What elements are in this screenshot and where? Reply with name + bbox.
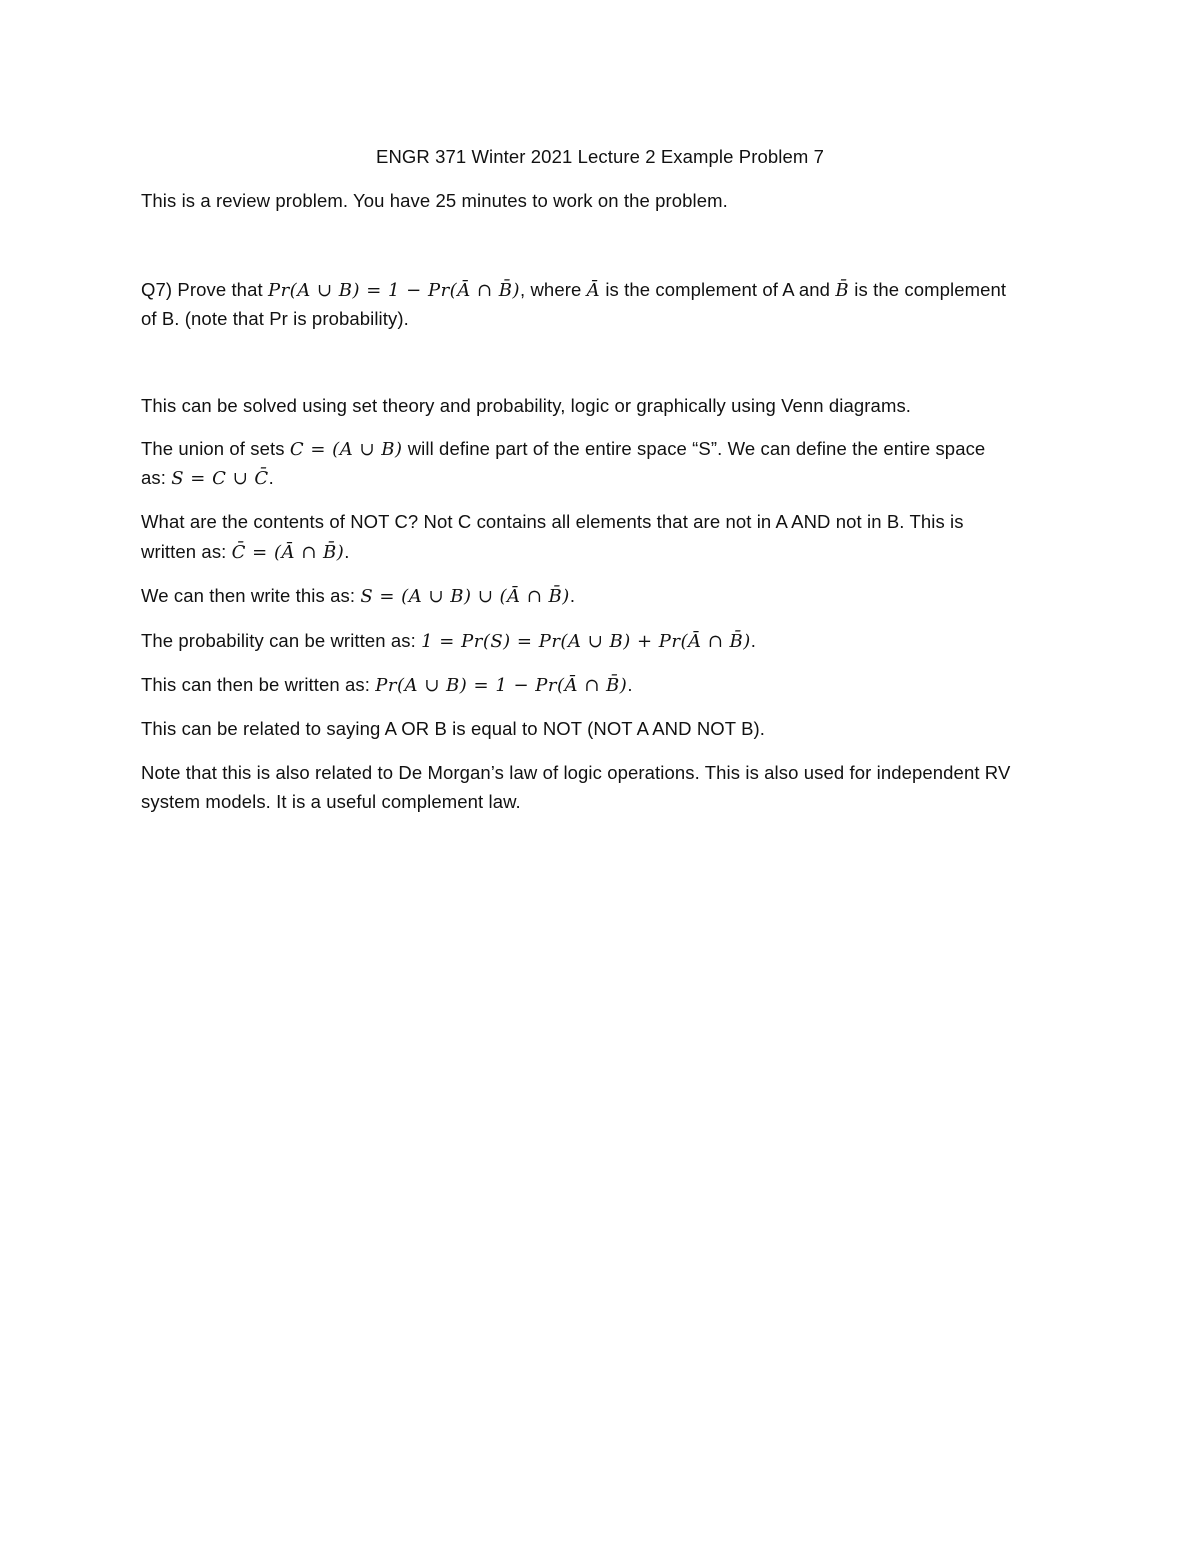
question-line-1 — [141, 279, 1006, 302]
text-span: as: — [141, 467, 172, 488]
page-title: ENGR 371 Winter 2021 Lecture 2 Example Problem 7 — [376, 146, 824, 167]
solution-paragraph-6 — [141, 674, 633, 697]
question-formula: Pr(A ∪ B) = 1 − Pr(Ā ∩ B̄) — [267, 280, 520, 301]
question-label: Q7) Prove that — [141, 279, 268, 300]
space-formula: S = C ∪ C̄ — [171, 468, 269, 489]
complement-formula: C̄ = (Ā ∩ B̄) — [231, 542, 345, 563]
intro-text: This is a review problem. You have 25 minutes to work on the problem. — [141, 190, 728, 211]
question-text-3: is the complement — [849, 279, 1007, 300]
text-span: The union of sets — [141, 438, 290, 459]
solution-paragraph-8-line-1: Note that this is also related to De Morgan’s law of logic operations. This is also used for independent RV — [141, 762, 1011, 783]
solution-paragraph-8-line-2: system models. It is a useful complement law. — [141, 791, 521, 812]
solution-paragraph-1: This can be solved using set theory and probability, logic or graphically using Venn diagrams. — [141, 395, 912, 416]
solution-paragraph-3-line-1: What are the contents of NOT C? Not C contains all elements that are not in A AND not in B. This is — [141, 511, 964, 532]
solution-paragraph-3-line-2 — [141, 541, 350, 564]
text-span: The probability can be written as: — [141, 630, 422, 651]
space-union-formula: S = (A ∪ B) ∪ (Ā ∩ B̄) — [360, 586, 570, 607]
question-text-1: , where — [519, 279, 587, 300]
text-span: will define part of the entire space “S”. We can define the entire space — [402, 438, 986, 459]
solution-paragraph-4 — [141, 585, 575, 608]
text-span: written as: — [141, 541, 232, 562]
solution-paragraph-7: This can be related to saying A OR B is equal to NOT (NOT A AND NOT B). — [141, 718, 766, 739]
solution-paragraph-5 — [141, 630, 756, 653]
question-line-2: of B. (note that Pr is probability). — [141, 308, 409, 329]
probability-formula: 1 = Pr(S) = Pr(A ∪ B) + Pr(Ā ∩ B̄) — [421, 631, 751, 652]
text-span: We can then write this as: — [141, 585, 361, 606]
question-text-2: is the complement of A and — [600, 279, 836, 300]
text-span: . — [750, 630, 757, 651]
solution-paragraph-2-line-2 — [141, 467, 274, 490]
text-span: This can then be written as: — [141, 674, 376, 695]
union-formula: C = (A ∪ B) — [289, 439, 403, 460]
solution-paragraph-2-line-1 — [141, 438, 985, 461]
text-span: . — [268, 467, 274, 488]
text-span: . — [569, 585, 576, 606]
text-span: . — [344, 541, 350, 562]
result-formula: Pr(A ∪ B) = 1 − Pr(Ā ∩ B̄) — [375, 675, 628, 696]
b-complement-symbol: B̄ — [835, 280, 850, 301]
a-complement-symbol: Ā — [586, 280, 601, 301]
text-span: . — [627, 674, 633, 695]
